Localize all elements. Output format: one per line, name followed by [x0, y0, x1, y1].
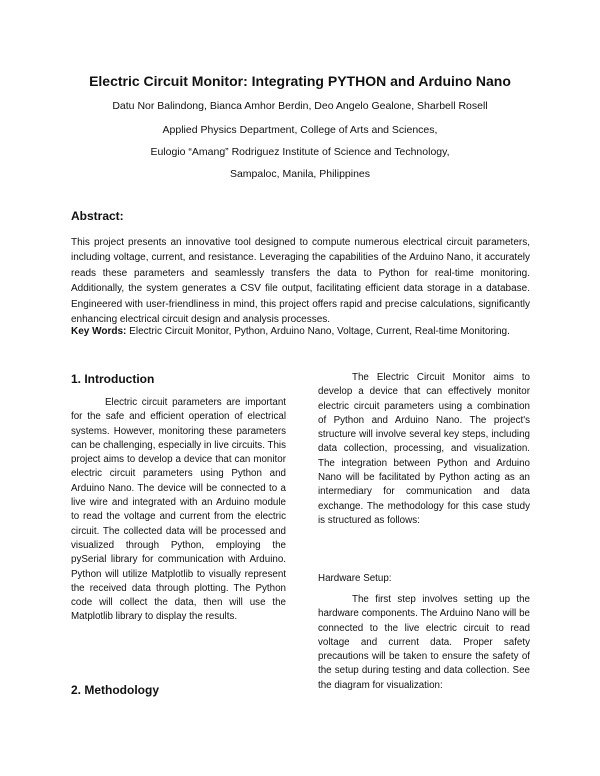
- hardware-setup-body: The first step involves setting up the hardware components. The Arduino Nano will be connected to the live electric circuit to read voltage and current data. Proper safety precautions will be taken to ensure the safety of the setup during testing and data collection. See the diagram for visualization:: [318, 594, 530, 691]
- methodology-heading: 2. Methodology: [71, 683, 159, 697]
- abstract-body: This project presents an innovative tool designed to compute numerous electrical circuit parameters, including voltage, current, and resistance. Leveraging the capabilities of the Arduino Nano, it accurately reads these parameters and seamlessly transfers the data to Python for real-time monitoring. Additionally, the system generates a CSV file output, facilitating efficient data storage in a database. Engineered with user-friendliness in mind, this project offers rapid and precise calculations, significantly enhancing electrical circuit design and analysis processes.: [71, 237, 530, 326]
- keywords-text: Electric Circuit Monitor, Python, Arduino Nano, Voltage, Current, Real-time Monitoring.: [129, 326, 510, 337]
- affiliation-line-1: Applied Physics Department, College of Arts and Sciences,: [162, 124, 438, 136]
- keywords-label: Key Words:: [71, 326, 127, 337]
- author-list: Datu Nor Balindong, Bianca Amhor Berdin, Deo Angelo Gealone, Sharbell Rosell: [112, 100, 488, 112]
- methodology-body: The Electric Circuit Monitor aims to develop a device that can effectively monitor electric circuit parameters using a combination of Python and Arduino Nano. The project's structure will involve several key steps, including data collection, processing, and visualization. The integration between Python and Arduino Nano will be facilitated by Python acting as an intermediary for communication and data exchange. The methodology for this case study is structured as follows:: [318, 372, 530, 526]
- affiliation-line-3: Sampaloc, Manila, Philippines: [229, 168, 371, 180]
- introduction-heading: 1. Introduction: [71, 372, 155, 386]
- hardware-setup-heading: Hardware Setup:: [318, 573, 392, 584]
- paper-title: Electric Circuit Monitor: Integrating PYTHON and Arduino Nano: [89, 73, 511, 89]
- keywords-line: [71, 326, 541, 337]
- abstract-heading: Abstract:: [71, 209, 124, 223]
- affiliation-line-2: Eulogio “Amang” Rodriguez Institute of Science and Technology,: [150, 146, 450, 158]
- introduction-body: Electric circuit parameters are important for the safe and efficient operation of electrical systems. However, monitoring these parameters can be challenging, especially in live circuits. This project aims to develop a device that can monitor electric circuit parameters using Python and Arduino Nano. The device will be connected to a live wire and integrated with an Arduino module to read the voltage and current from the electric circuit. The collected data will be processed and visualized through Python, employing the pySerial library for communication with Arduino. Python will utilize Matplotlib to visually represent the received data through plotting. The Python code will collect the data, then will use the Matplotlib library to display the results.: [71, 397, 286, 623]
